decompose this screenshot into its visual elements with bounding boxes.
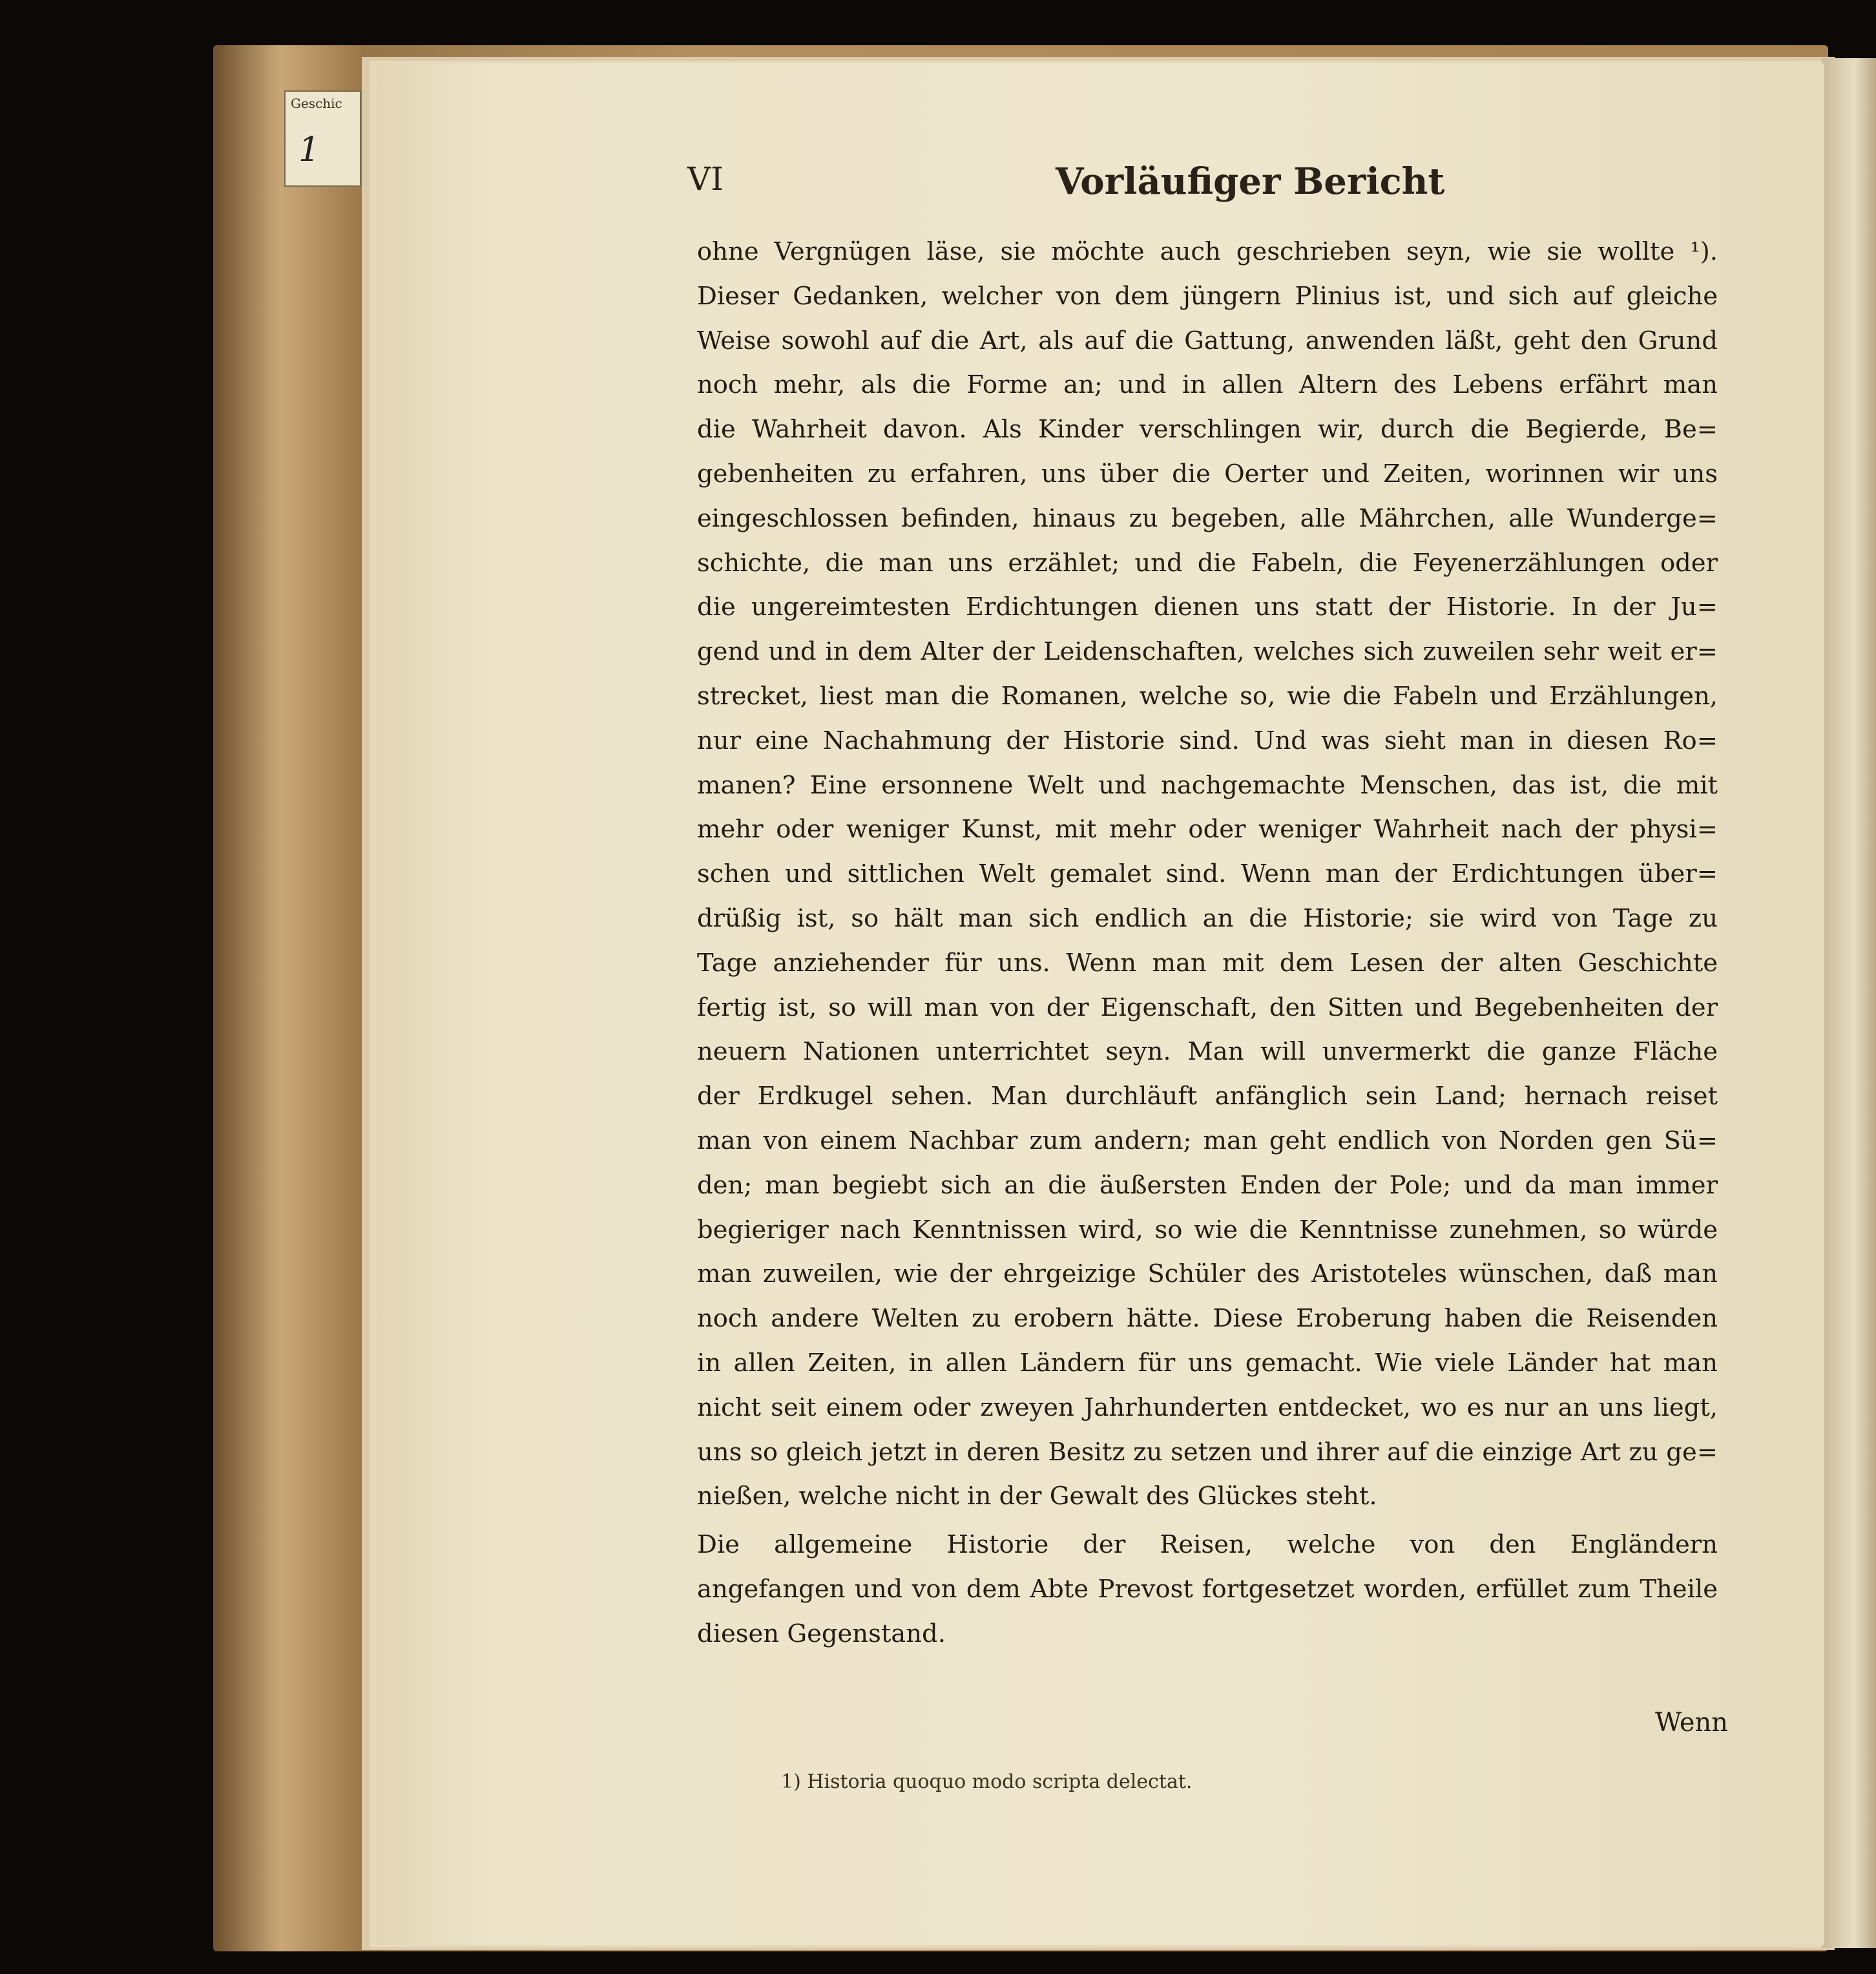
text-line: nur eine Nachahmung der Historie sind. Und was sieht man in diesen Ro= [697, 726, 1718, 755]
text-line: manen? Eine ersonnene Welt und nachgemachte Menschen, das ist, die mit [697, 770, 1718, 800]
text-line: Dieser Gedanken, welcher von dem jüngern Plinius ist, und sich auf gleiche [697, 281, 1718, 311]
text-line: diesen Gegenstand. [697, 1619, 946, 1648]
page [377, 63, 1824, 1945]
text-line: schen und sittlichen Welt gemalet sind. Wenn man der Erdichtungen über= [697, 859, 1718, 889]
text-line: ohne Vergnügen läse, sie möchte auch geschrieben seyn, wie sie wollte ¹). [697, 237, 1718, 266]
text-line: uns so gleich jetzt in deren Besitz zu setzen und ihrer auf die einzige Art zu ge= [697, 1437, 1718, 1467]
text-line: angefangen und von dem Abte Prevost fortgesetzet worden, erfüllet zum Theile [697, 1575, 1718, 1604]
text-line: fertig ist, so will man von der Eigenschaft, den Sitten und Begebenheiten der [697, 992, 1718, 1022]
running-head: Vorläufiger Bericht [1056, 160, 1445, 203]
text-line: der Erdkugel sehen. Man durchläuft anfänglich sein Land; hernach reiset [697, 1082, 1718, 1111]
text-line: Die allgemeine Historie der Reisen, welche von den Engländern [697, 1530, 1718, 1560]
text-line: mehr oder weniger Kunst, mit mehr oder weniger Wahrheit nach der physi= [697, 815, 1718, 845]
book-spine [213, 45, 362, 1951]
text-line: man von einem Nachbar zum andern; man geht endlich von Norden gen Sü= [697, 1126, 1718, 1155]
spine-label [284, 90, 361, 187]
page-fore-edge [1822, 58, 1876, 1948]
footnote: 1) Historia quoquo modo scripta delectat. [781, 1770, 1193, 1793]
text-line: man zuweilen, wie der ehrgeizige Schüler des Aristoteles wünschen, daß man [697, 1259, 1718, 1289]
page-number: VI [687, 160, 724, 198]
text-line: gend und in dem Alter der Leidenschaften, welches sich zuweilen sehr weit er= [697, 637, 1718, 667]
text-line: begieriger nach Kenntnissen wird, so wie die Kenntnisse zunehmen, so würde [697, 1215, 1718, 1244]
text-line: Tage anziehender für uns. Wenn man mit dem Lesen der alten Geschichte [697, 948, 1718, 978]
spine-label-number: 1 [298, 131, 320, 169]
text-line: eingeschlossen befinden, hinaus zu begeben, alle Mährchen, alle Wunderge= [697, 503, 1718, 533]
text-line: noch mehr, als die Forme an; und in allen Altern des Lebens erfährt man [697, 370, 1718, 400]
text-line: die Wahrheit davon. Als Kinder verschlingen wir, durch die Begierde, Be= [697, 415, 1718, 445]
catchword: Wenn [1655, 1708, 1729, 1738]
text-line: nicht seit einem oder zweyen Jahrhunderten entdecket, wo es nur an uns liegt, [697, 1392, 1718, 1422]
text-line: drüßig ist, so hält man sich endlich an die Historie; sie wird von Tage zu [697, 904, 1718, 933]
text-line: strecket, liest man die Romanen, welche so, wie die Fabeln und Erzählungen, [697, 682, 1718, 711]
spine-label-text: Geschic [291, 96, 342, 111]
text-line: neuern Nationen unterrichtet seyn. Man will unvermerkt die ganze Fläche [697, 1037, 1718, 1067]
text-line: gebenheiten zu erfahren, uns über die Oerter und Zeiten, worinnen wir uns [697, 459, 1718, 488]
text-line: den; man begiebt sich an die äußersten Enden der Pole; und da man immer [697, 1170, 1718, 1200]
text-line: noch andere Welten zu erobern hätte. Diese Eroberung haben die Reisenden [697, 1304, 1718, 1334]
text-line: schichte, die man uns erzählet; und die Fabeln, die Feyenerzählungen oder [697, 548, 1718, 578]
text-line: in allen Zeiten, in allen Ländern für uns gemacht. Wie viele Länder hat man [697, 1349, 1718, 1378]
text-line: Weise sowohl auf die Art, als auf die Gattung, anwenden läßt, geht den Grund [697, 326, 1718, 355]
text-line: nießen, welche nicht in der Gewalt des Glückes steht. [697, 1482, 1377, 1511]
text-line: die ungereimtesten Erdichtungen dienen uns statt der Historie. In der Ju= [697, 593, 1718, 622]
